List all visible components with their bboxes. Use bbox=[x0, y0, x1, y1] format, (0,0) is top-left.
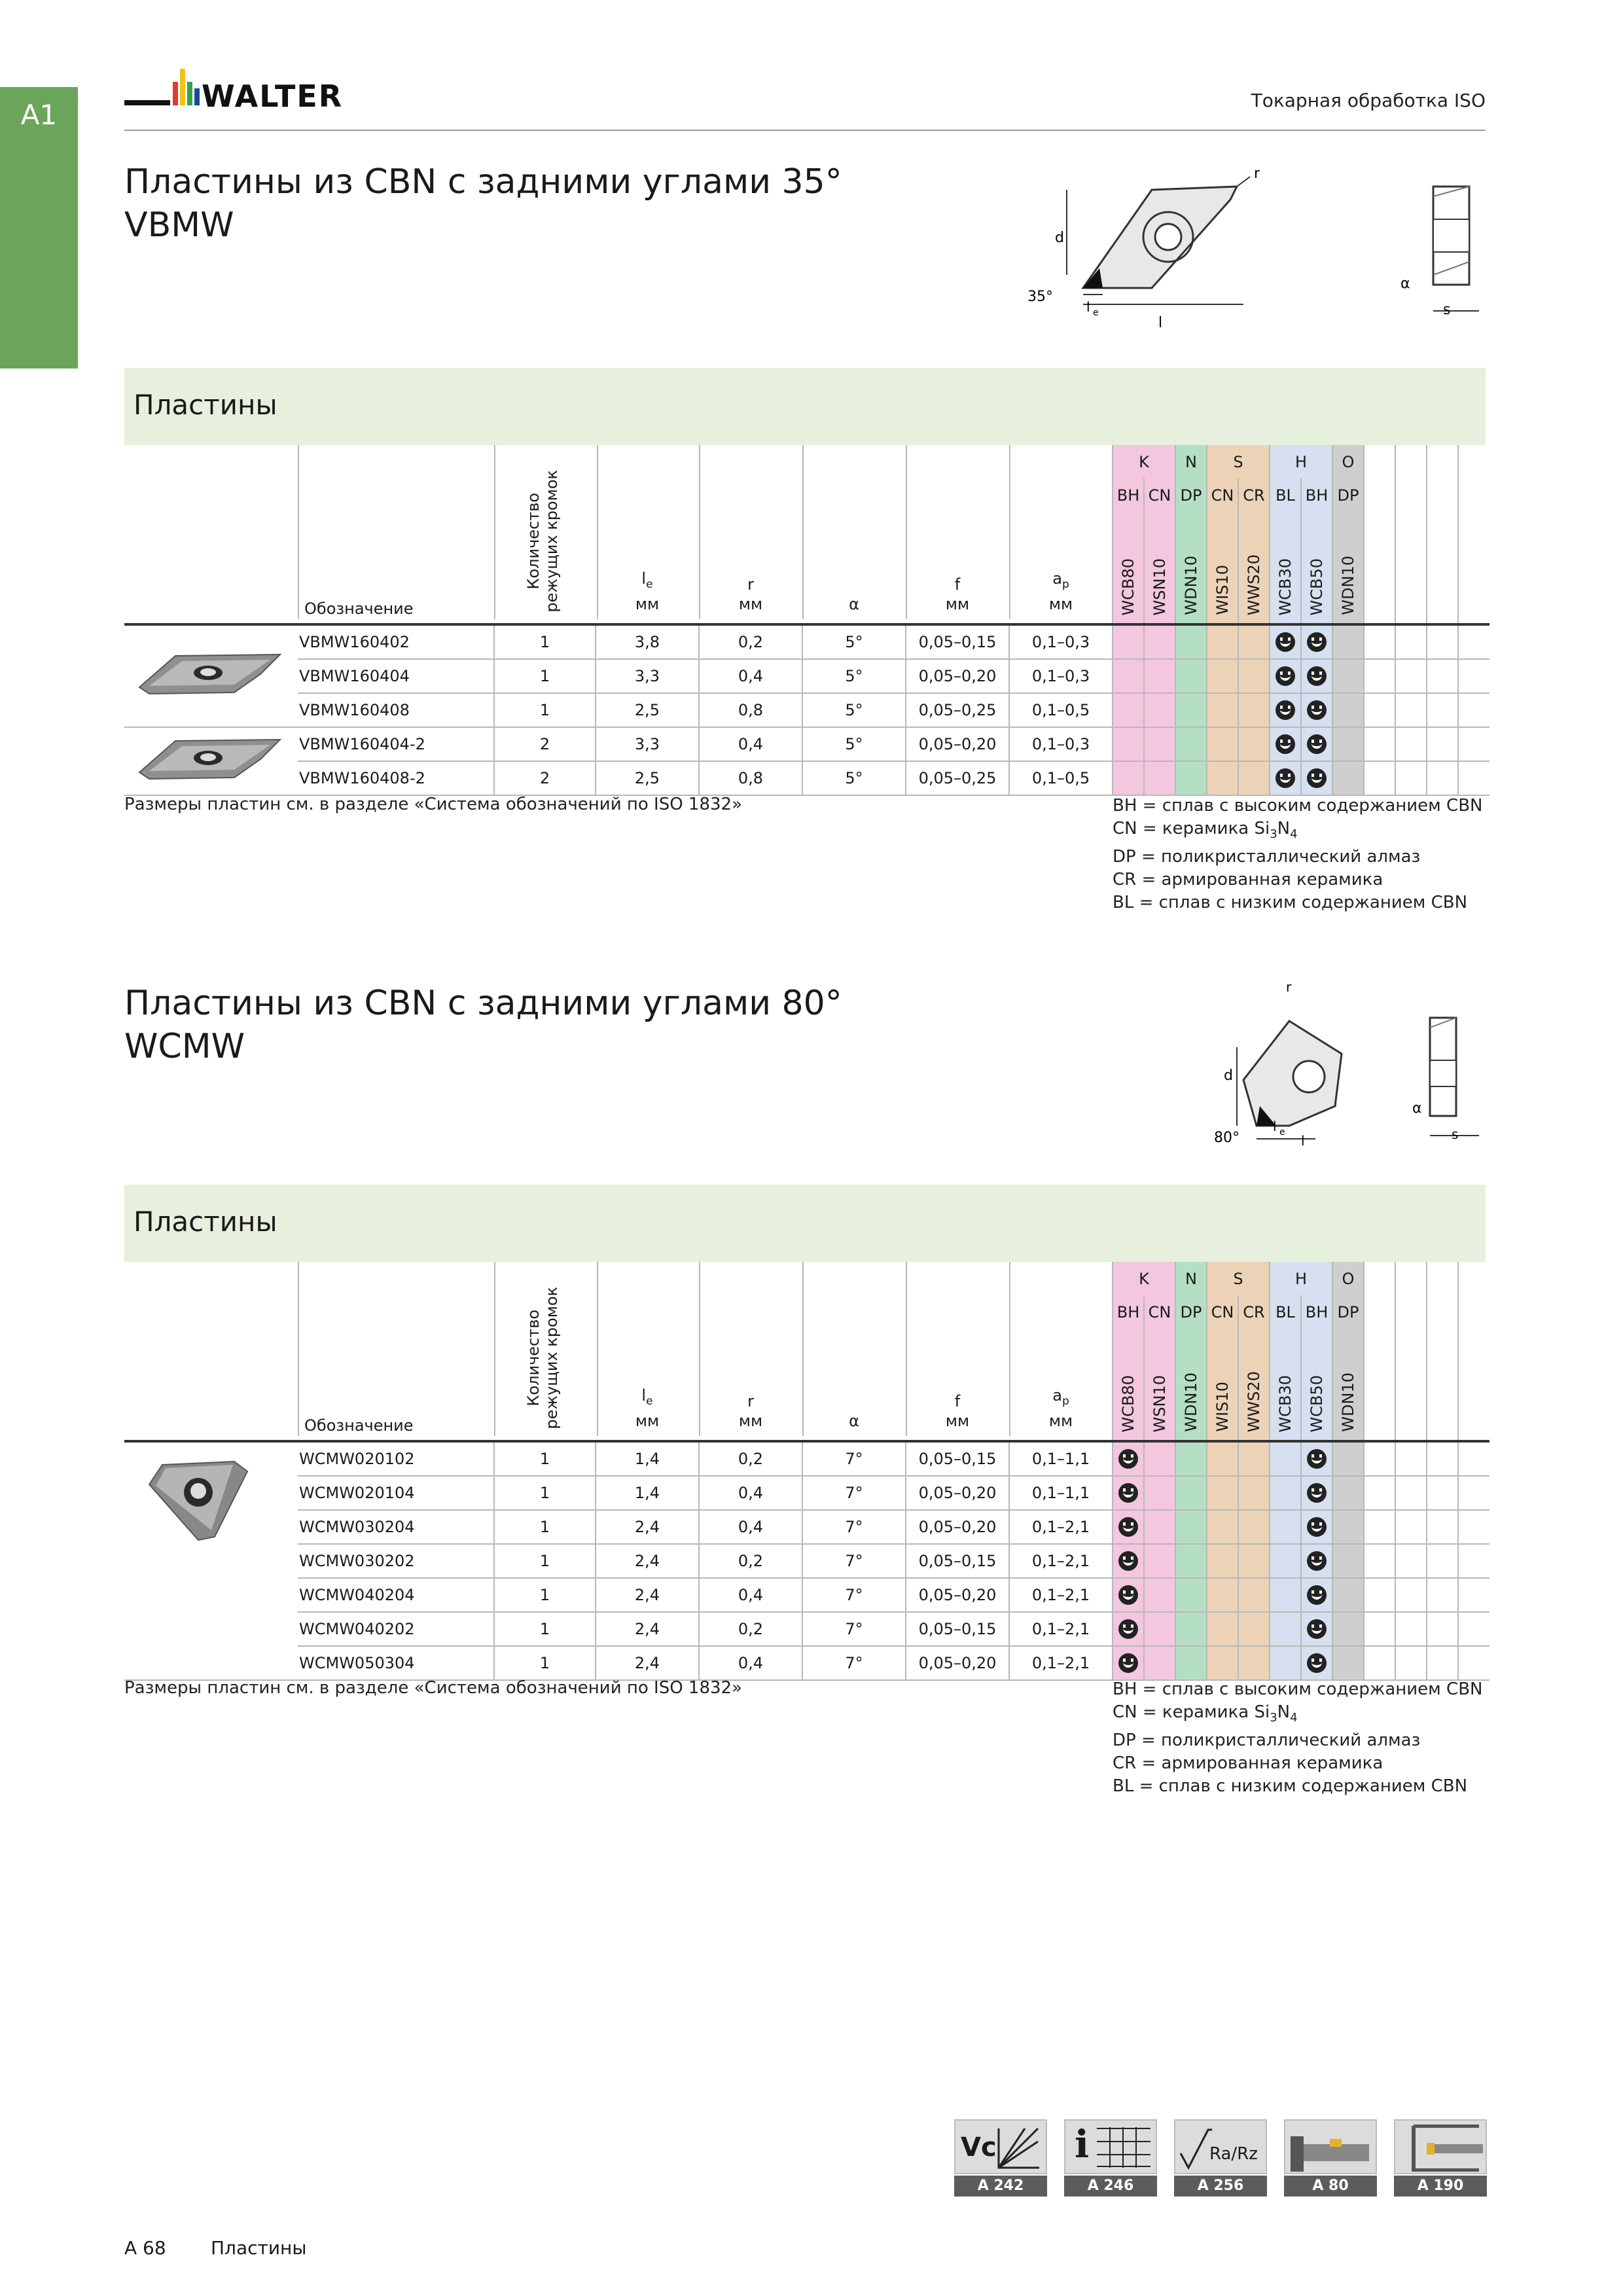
cell-f: 0,05–0,20 bbox=[906, 1646, 1009, 1680]
dim-le-label-2: l bbox=[1273, 1119, 1277, 1134]
cell-alpha: 7° bbox=[802, 1476, 906, 1510]
walter-logo bbox=[124, 62, 399, 121]
material-subgroup: CR bbox=[1238, 478, 1270, 512]
cell-designation: WCMW030202 bbox=[298, 1544, 494, 1578]
recommended-icon bbox=[1118, 1619, 1138, 1639]
cell-designation: WCMW040202 bbox=[298, 1612, 494, 1646]
table-row bbox=[124, 1510, 1489, 1544]
grade-label: WDN10 bbox=[1182, 1372, 1200, 1432]
cell-le: 2,4 bbox=[596, 1646, 699, 1680]
recommended-icon bbox=[1307, 768, 1327, 788]
cell-r: 0,4 bbox=[699, 1510, 802, 1544]
material-group: O bbox=[1332, 1262, 1364, 1295]
dim-le-sub: e bbox=[1093, 308, 1099, 318]
boring-bar-icon bbox=[1394, 2119, 1487, 2174]
grade-label: WSN10 bbox=[1150, 558, 1169, 615]
material-group: O bbox=[1332, 445, 1364, 478]
grade-label: WCB50 bbox=[1308, 1374, 1326, 1432]
col-le: $l_e$ мм bbox=[596, 1262, 700, 1436]
cell-alpha: 7° bbox=[802, 1544, 906, 1578]
material-group: H bbox=[1270, 1262, 1332, 1295]
col-edges: Количество режущих кромок bbox=[524, 1287, 561, 1429]
cell-f: 0,05–0,20 bbox=[906, 1510, 1009, 1544]
dim-l-label: l bbox=[1158, 315, 1163, 331]
cell-ap: 0,1–0,5 bbox=[1009, 693, 1113, 727]
grade-label: WCB80 bbox=[1119, 558, 1137, 615]
reference-links bbox=[954, 2119, 1487, 2197]
cell-designation: VBMW160404 bbox=[298, 659, 494, 693]
vbmw-insert-diagram bbox=[1021, 164, 1492, 334]
cell-le: 2,4 bbox=[596, 1612, 699, 1646]
cell-le: 2,4 bbox=[596, 1578, 699, 1612]
recommended-icon bbox=[1275, 700, 1295, 720]
legend-bh: BH = сплав с высоким содержанием CBN bbox=[1113, 796, 1483, 816]
cell-alpha: 7° bbox=[802, 1578, 906, 1612]
legend-cr: CR = армированная керамика bbox=[1113, 1753, 1383, 1774]
cell-edges: 2 bbox=[494, 761, 596, 795]
recommended-icon bbox=[1118, 1483, 1138, 1503]
col-designation: Обозначение bbox=[304, 600, 414, 618]
recommended-icon bbox=[1307, 1449, 1327, 1469]
material-subgroup: DP bbox=[1175, 1295, 1207, 1329]
reference-link[interactable] bbox=[1174, 2119, 1267, 2197]
reference-label: A 256 bbox=[1174, 2176, 1267, 2197]
material-subgroup: BH bbox=[1301, 478, 1332, 512]
cell-alpha: 7° bbox=[802, 1646, 906, 1680]
section2-title bbox=[124, 982, 842, 1068]
legend-dp: DP = поликристаллический алмаз bbox=[1113, 1731, 1421, 1751]
cell-edges: 1 bbox=[494, 1476, 596, 1510]
cell-edges: 1 bbox=[494, 1612, 596, 1646]
cell-edges: 1 bbox=[494, 624, 596, 659]
material-group: S bbox=[1207, 1262, 1270, 1295]
table-row bbox=[124, 1646, 1489, 1680]
col-r: r мм bbox=[699, 1262, 804, 1436]
material-subgroup: DP bbox=[1332, 478, 1364, 512]
col-edges: Количество режущих кромок bbox=[524, 470, 561, 613]
cell-alpha: 5° bbox=[802, 761, 906, 795]
grade-label: WCB80 bbox=[1119, 1374, 1137, 1432]
material-group: K bbox=[1113, 1262, 1175, 1295]
recommended-icon bbox=[1275, 632, 1295, 652]
cell-r: 0,8 bbox=[699, 693, 802, 727]
cell-edges: 1 bbox=[494, 1441, 596, 1476]
dim-d-label: d bbox=[1055, 230, 1064, 246]
cell-r: 0,4 bbox=[699, 1476, 802, 1510]
cell-r: 0,4 bbox=[699, 1646, 802, 1680]
cell-alpha: 7° bbox=[802, 1612, 906, 1646]
cell-designation: WCMW020104 bbox=[298, 1476, 494, 1510]
cell-ap: 0,1–1,1 bbox=[1009, 1441, 1113, 1476]
cell-f: 0,05–0,15 bbox=[906, 1544, 1009, 1578]
cell-le: 2,4 bbox=[596, 1544, 699, 1578]
cell-f: 0,05–0,20 bbox=[906, 727, 1009, 761]
dim-l-label-2: l bbox=[1301, 1133, 1305, 1149]
section-tab-label: A1 bbox=[20, 99, 58, 131]
reference-label: A 190 bbox=[1394, 2176, 1487, 2197]
table-row bbox=[124, 624, 1489, 659]
material-subgroup: BH bbox=[1113, 1295, 1144, 1329]
cell-ap: 0,1–2,1 bbox=[1009, 1646, 1113, 1680]
cell-ap: 0,1–0,3 bbox=[1009, 624, 1113, 659]
col-alpha: α bbox=[802, 1262, 907, 1436]
table-row bbox=[124, 1441, 1489, 1476]
recommended-icon bbox=[1307, 1653, 1327, 1673]
material-subgroup: BH bbox=[1301, 1295, 1332, 1329]
dim-le-label: l bbox=[1086, 299, 1090, 315]
material-group: N bbox=[1175, 445, 1207, 478]
cell-edges: 1 bbox=[494, 1510, 596, 1544]
cell-r: 0,8 bbox=[699, 761, 802, 795]
section2-band bbox=[124, 1185, 1486, 1262]
reference-link[interactable] bbox=[954, 2119, 1047, 2197]
cell-r: 0,4 bbox=[699, 727, 802, 761]
legend-bl: BL = сплав с низким содержанием CBN bbox=[1113, 1776, 1468, 1797]
section1-title-line1: Пластины из CBN с задними углами 35° bbox=[124, 162, 842, 202]
cell-alpha: 5° bbox=[802, 693, 906, 727]
recommended-icon bbox=[1307, 1619, 1327, 1639]
dim-s-label-2: s bbox=[1452, 1126, 1459, 1142]
recommended-icon bbox=[1307, 666, 1327, 686]
dim-r-label: r bbox=[1254, 166, 1260, 182]
cell-f: 0,05–0,15 bbox=[906, 1612, 1009, 1646]
page-category: Токарная обработка ISO bbox=[1251, 90, 1486, 111]
recommended-icon bbox=[1307, 1551, 1327, 1571]
table-header bbox=[124, 445, 1113, 624]
grade-label: WDN10 bbox=[1182, 556, 1200, 615]
cell-alpha: 5° bbox=[802, 727, 906, 761]
section2-title-line2: WCMW bbox=[124, 1027, 245, 1066]
cell-f: 0,05–0,15 bbox=[906, 1441, 1009, 1476]
grade-label: WIS10 bbox=[1213, 565, 1232, 615]
cell-designation: VBMW160408-2 bbox=[298, 761, 494, 795]
grade-label: WSN10 bbox=[1150, 1374, 1169, 1432]
table-header bbox=[124, 1262, 1113, 1441]
grade-label: WDN10 bbox=[1339, 1372, 1357, 1432]
cell-ap: 0,1–1,1 bbox=[1009, 1476, 1113, 1510]
col-r: r мм bbox=[699, 445, 804, 619]
section1-legend bbox=[1113, 795, 1482, 914]
wcmw-insert-diagram bbox=[1204, 982, 1492, 1152]
section1-band-label: Пластины bbox=[134, 389, 277, 421]
cell-edges: 1 bbox=[494, 1578, 596, 1612]
cell-r: 0,2 bbox=[699, 1441, 802, 1476]
cell-designation: WCMW040204 bbox=[298, 1578, 494, 1612]
legend-cn: CN = керамика $Si_3N_4$ bbox=[1113, 819, 1298, 842]
cell-designation: WCMW050304 bbox=[298, 1646, 494, 1680]
legend-cn: CN = керамика $Si_3N_4$ bbox=[1113, 1702, 1298, 1725]
material-group: N bbox=[1175, 1262, 1207, 1295]
material-group: K bbox=[1113, 445, 1175, 478]
recommended-icon bbox=[1307, 632, 1327, 652]
cell-f: 0,05–0,25 bbox=[906, 761, 1009, 795]
table-row bbox=[124, 1612, 1489, 1646]
material-subgroup: CN bbox=[1207, 1295, 1238, 1329]
section1-table bbox=[124, 445, 1489, 796]
table-row bbox=[124, 693, 1489, 727]
cell-le: 3,3 bbox=[596, 659, 699, 693]
recommended-icon bbox=[1307, 1585, 1327, 1605]
cell-edges: 1 bbox=[494, 693, 596, 727]
legend-cr: CR = армированная керамика bbox=[1113, 870, 1383, 890]
grade-label: WWS20 bbox=[1245, 554, 1263, 615]
recommended-icon bbox=[1275, 734, 1295, 754]
cell-designation: WCMW030204 bbox=[298, 1510, 494, 1544]
cell-f: 0,05–0,20 bbox=[906, 1476, 1009, 1510]
recommended-icon bbox=[1118, 1585, 1138, 1605]
info-table-icon: i bbox=[1064, 2119, 1157, 2174]
cell-ap: 0,1–0,3 bbox=[1009, 727, 1113, 761]
section1-band bbox=[124, 368, 1486, 445]
section1-title bbox=[124, 160, 842, 247]
col-alpha: α bbox=[802, 445, 907, 619]
material-subgroup: CN bbox=[1207, 478, 1238, 512]
section2-title-line1: Пластины из CBN с задними углами 80° bbox=[124, 984, 842, 1023]
material-group: H bbox=[1270, 445, 1332, 478]
material-subgroup: CN bbox=[1144, 1295, 1175, 1329]
material-subgroup: CR bbox=[1238, 1295, 1270, 1329]
cell-edges: 1 bbox=[494, 1646, 596, 1680]
section2-legend bbox=[1113, 1678, 1482, 1798]
table-row bbox=[124, 1544, 1489, 1578]
cell-edges: 1 bbox=[494, 1544, 596, 1578]
cell-f: 0,05–0,15 bbox=[906, 624, 1009, 659]
col-designation: Обозначение bbox=[304, 1416, 414, 1435]
cell-le: 2,5 bbox=[596, 693, 699, 727]
recommended-icon bbox=[1118, 1551, 1138, 1571]
table-row bbox=[124, 1476, 1489, 1510]
cell-ap: 0,1–2,1 bbox=[1009, 1544, 1113, 1578]
table-row bbox=[124, 1578, 1489, 1612]
recommended-icon bbox=[1275, 768, 1295, 788]
dim-d-label-2: d bbox=[1224, 1067, 1233, 1084]
cell-f: 0,05–0,20 bbox=[906, 1578, 1009, 1612]
material-subgroup: DP bbox=[1175, 478, 1207, 512]
grade-label: WCB30 bbox=[1276, 1374, 1294, 1432]
cell-le: 2,5 bbox=[596, 761, 699, 795]
cell-designation: VBMW160402 bbox=[298, 624, 494, 659]
grade-label: WIS10 bbox=[1213, 1382, 1232, 1432]
reference-link[interactable] bbox=[1394, 2119, 1487, 2197]
col-ap: $a_p$ мм bbox=[1009, 1262, 1113, 1436]
reference-link[interactable] bbox=[1284, 2119, 1377, 2197]
legend-bl: BL = сплав с низким содержанием CBN bbox=[1113, 893, 1468, 913]
reference-label: A 242 bbox=[954, 2176, 1047, 2197]
material-subgroup: BL bbox=[1270, 1295, 1301, 1329]
cell-le: 1,4 bbox=[596, 1441, 699, 1476]
cell-ap: 0,1–0,5 bbox=[1009, 761, 1113, 795]
col-ap: $a_p$ мм bbox=[1009, 445, 1113, 619]
dim-s-label: s bbox=[1443, 302, 1451, 318]
table-row bbox=[124, 761, 1489, 795]
dim-alpha-label: α bbox=[1400, 276, 1410, 292]
cell-edges: 2 bbox=[494, 727, 596, 761]
section2-note: Размеры пластин см. в разделе «Система обозначений по ISO 1832» bbox=[124, 1678, 743, 1698]
reference-link[interactable] bbox=[1064, 2119, 1157, 2197]
material-subgroup: BH bbox=[1113, 478, 1144, 512]
material-subgroup: DP bbox=[1332, 1295, 1364, 1329]
material-subgroup: CN bbox=[1144, 478, 1175, 512]
grade-label: WCB50 bbox=[1308, 558, 1326, 615]
dim-alpha-label-2: α bbox=[1412, 1100, 1422, 1117]
reference-label: A 80 bbox=[1284, 2176, 1377, 2197]
cell-edges: 1 bbox=[494, 659, 596, 693]
legend-bh: BH = сплав с высоким содержанием CBN bbox=[1113, 1679, 1483, 1699]
cell-le: 2,4 bbox=[596, 1510, 699, 1544]
recommended-icon bbox=[1307, 700, 1327, 720]
cell-r: 0,4 bbox=[699, 1578, 802, 1612]
cell-f: 0,05–0,20 bbox=[906, 659, 1009, 693]
cell-le: 1,4 bbox=[596, 1476, 699, 1510]
cell-designation: VBMW160408 bbox=[298, 693, 494, 727]
header-divider bbox=[124, 130, 1486, 131]
cell-ap: 0,1–0,3 bbox=[1009, 659, 1113, 693]
cell-alpha: 5° bbox=[802, 624, 906, 659]
table-row bbox=[124, 727, 1489, 761]
recommended-icon bbox=[1118, 1653, 1138, 1673]
recommended-icon bbox=[1307, 1483, 1327, 1503]
cell-r: 0,4 bbox=[699, 659, 802, 693]
recommended-icon bbox=[1307, 734, 1327, 754]
section1-title-line2: VBMW bbox=[124, 206, 234, 245]
cutting-data-icon: Vc bbox=[954, 2119, 1047, 2174]
insert-image bbox=[124, 1441, 298, 1680]
surface-roughness-icon: Ra/Rz bbox=[1174, 2119, 1267, 2174]
legend-dp: DP = поликристаллический алмаз bbox=[1113, 847, 1421, 867]
grade-label: WWS20 bbox=[1245, 1371, 1263, 1432]
recommended-icon bbox=[1307, 1517, 1327, 1537]
cell-r: 0,2 bbox=[699, 624, 802, 659]
footer-section: Пластины bbox=[211, 2237, 307, 2259]
insert-image bbox=[124, 624, 298, 727]
cell-alpha: 7° bbox=[802, 1441, 906, 1476]
col-f: f мм bbox=[906, 445, 1010, 619]
col-le: $l_e$ мм bbox=[596, 445, 700, 619]
recommended-icon bbox=[1275, 666, 1295, 686]
cell-le: 3,3 bbox=[596, 727, 699, 761]
col-f: f мм bbox=[906, 1262, 1010, 1436]
cell-ap: 0,1–2,1 bbox=[1009, 1612, 1113, 1646]
section2-band-label: Пластины bbox=[134, 1206, 277, 1238]
material-group: S bbox=[1207, 445, 1270, 478]
dim-r-label-2: r bbox=[1286, 982, 1292, 995]
cell-ap: 0,1–2,1 bbox=[1009, 1578, 1113, 1612]
recommended-icon bbox=[1118, 1449, 1138, 1469]
insert-image bbox=[124, 727, 298, 795]
cell-ap: 0,1–2,1 bbox=[1009, 1510, 1113, 1544]
cell-alpha: 5° bbox=[802, 659, 906, 693]
tool-holder-icon bbox=[1284, 2119, 1377, 2174]
cell-designation: VBMW160404-2 bbox=[298, 727, 494, 761]
dim-le-sub-2: e bbox=[1279, 1127, 1285, 1138]
section1-note: Размеры пластин см. в разделе «Система обозначений по ISO 1832» bbox=[124, 795, 743, 814]
recommended-icon bbox=[1118, 1517, 1138, 1537]
cell-designation: WCMW020102 bbox=[298, 1441, 494, 1476]
reference-label: A 246 bbox=[1064, 2176, 1157, 2197]
cell-le: 3,8 bbox=[596, 624, 699, 659]
dim-angle-label: 35° bbox=[1027, 289, 1053, 305]
cell-alpha: 7° bbox=[802, 1510, 906, 1544]
brand-text: WALTER bbox=[202, 79, 344, 114]
cell-r: 0,2 bbox=[699, 1612, 802, 1646]
grade-label: WCB30 bbox=[1276, 558, 1294, 615]
table-row bbox=[124, 659, 1489, 693]
cell-r: 0,2 bbox=[699, 1544, 802, 1578]
section-tab bbox=[0, 87, 78, 368]
cell-f: 0,05–0,25 bbox=[906, 693, 1009, 727]
section2-table bbox=[124, 1262, 1489, 1681]
material-subgroup: BL bbox=[1270, 478, 1301, 512]
grade-label: WDN10 bbox=[1339, 556, 1357, 615]
dim-angle-label-2: 80° bbox=[1214, 1130, 1240, 1146]
page-number: A 68 bbox=[124, 2237, 166, 2259]
